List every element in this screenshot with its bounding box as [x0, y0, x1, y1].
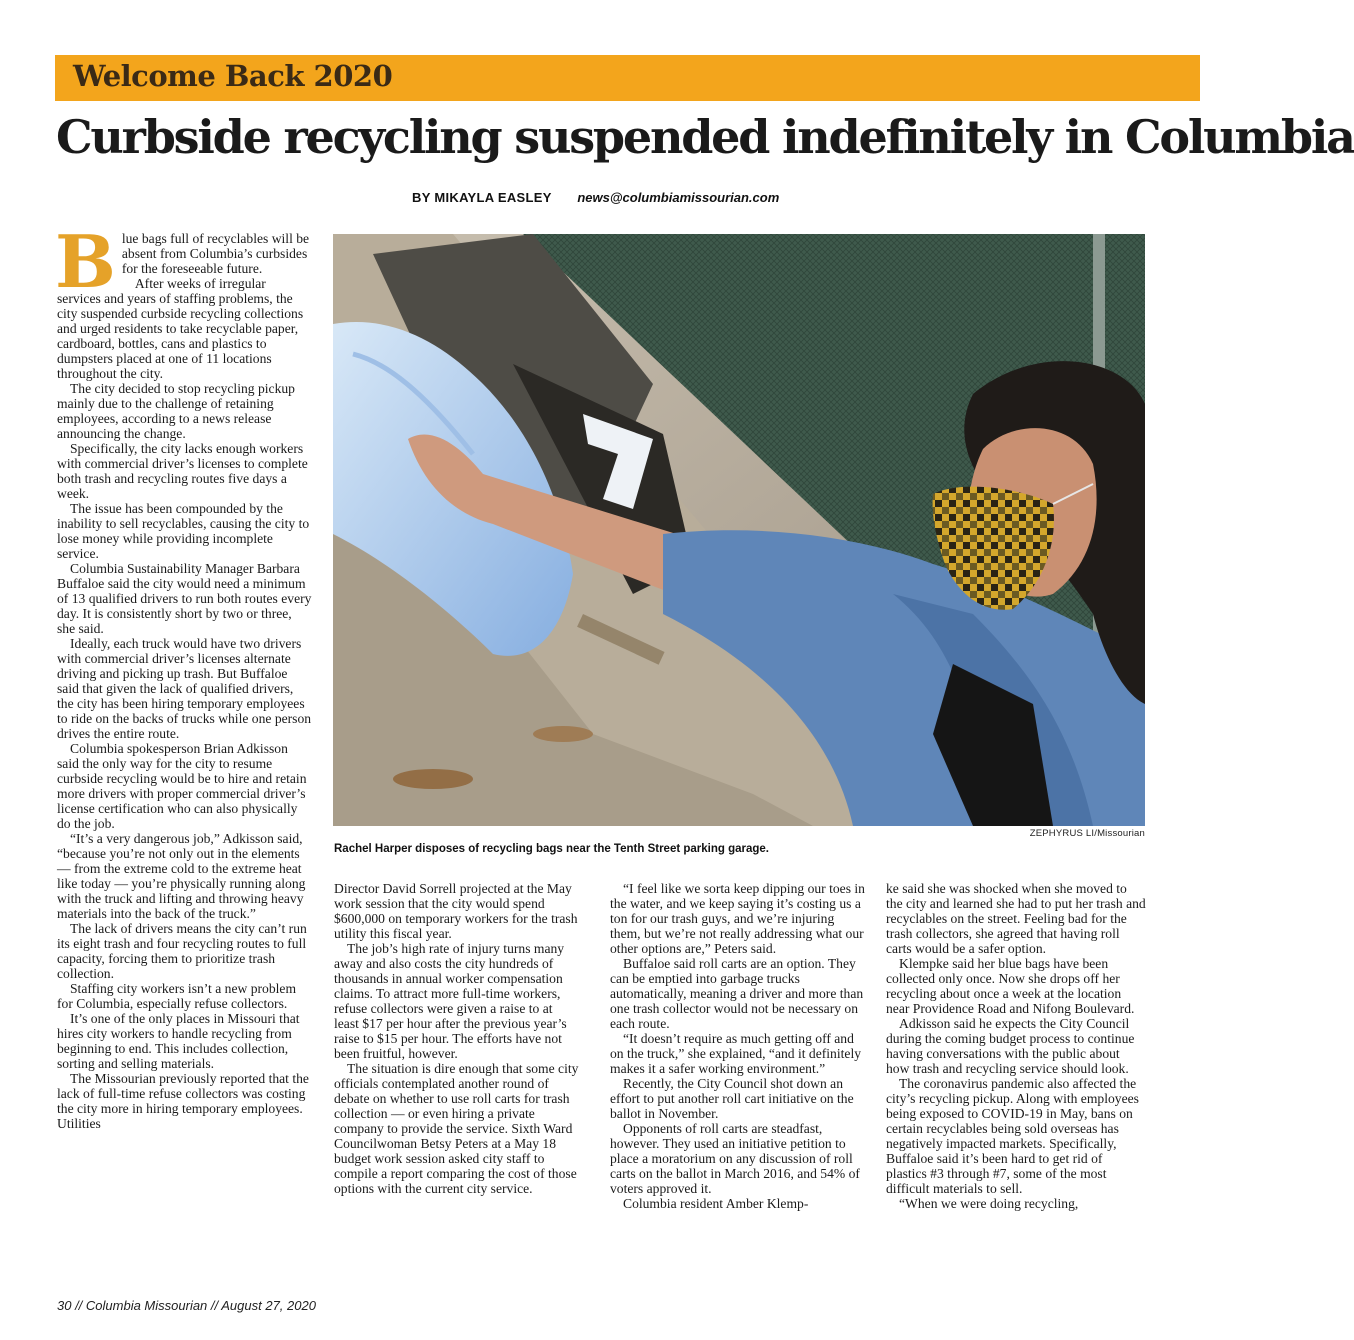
- paragraph: The issue has been compounded by the inability to sell recyclables, causing the city to lose money while providing incomplete service.: [57, 501, 310, 561]
- paragraph: Ideally, each truck would have two drivers with commercial driver’s licenses alternate driving and picking up trash. But Buffaloe said that given the lack of qualified drivers, the city has been hiring temporary employees to ride on the backs of trucks while one person drives the entire route.: [57, 636, 312, 741]
- paragraph: “It doesn’t require as much getting off and on the truck,” she explained, “and it definitely makes it a safer working environment.”: [610, 1031, 862, 1076]
- article-column-3: [610, 881, 866, 1211]
- paragraph: Recently, the City Council shot down an effort to put another roll cart initiative on the ballot in November.: [610, 1076, 854, 1121]
- paragraph: Adkisson said he expects the City Council during the coming budget process to continue having conversations with the public about how trash and recycling service should look.: [886, 1016, 1135, 1076]
- paragraph: The lack of drivers means the city can’t run its eight trash and four recycling routes to full capacity, forcing them to prioritize trash collection.: [57, 921, 307, 981]
- lead-paragraph: [55, 219, 312, 304]
- paragraph-continued: Director David Sorrell projected at the May work session that the city would spend $600,000 on temporary workers for the trash utility this fiscal year.: [334, 881, 578, 941]
- paragraph: “When we were doing recycling,: [899, 1196, 1079, 1211]
- photo-credit: ZEPHYRUS LI/Missourian: [1029, 828, 1145, 839]
- byline: [412, 190, 779, 205]
- paragraph: It’s one of the only places in Missouri that hires city workers to handle recycling from beginning to end. This includes collection, sorting and selling materials.: [57, 1011, 300, 1071]
- drop-cap: B: [55, 219, 116, 304]
- paragraph: The coronavirus pandemic also affected the city’s recycling pickup. Along with employees being exposed to COVID-19 in May, bans on certain recyclables being sold overseas has negatively impacted markets. Specifically, Buffaloe said it’s been hard to get rid of plastics #3 through #7, some of the most difficult materials to sell.: [886, 1076, 1139, 1196]
- paragraph: “I feel like we sorta keep dipping our toes in the water, and we keep saying it’s costing us a ton for our trash guys, and we’re injuring them, but we’re not really addressing what our other options are,” Peters said.: [610, 881, 865, 956]
- page-footer: 30 // Columbia Missourian // August 27, 2020: [57, 1298, 316, 1313]
- paragraph: The situation is dire enough that some city officials contemplated another round of debate on whether to use roll carts for trash collection — or even hiring a private company to provide the service. Sixth Ward Councilwoman Betsy Peters at a May 18 budget work session asked city staff to compile a report comparing the cost of those options with the current city service.: [334, 1061, 579, 1196]
- article-column-4: [886, 881, 1146, 1211]
- paragraph: The job’s high rate of injury turns many away and also costs the city hundreds of thousands in annual worker compensation claims. To attract more full-time workers, refuse collectors were given a raise to at least $17 per hour after the previous year’s raise to $15 per hour. The efforts have not been fruitful, however.: [334, 941, 567, 1061]
- paragraph: Columbia resident Amber Klemp-: [623, 1196, 809, 1211]
- byline-email: news@columbiamissourian.com: [577, 190, 780, 205]
- section-banner: [55, 55, 1200, 101]
- paragraph: Columbia Sustainability Manager Barbara Buffaloe said the city would need a minimum of 13 qualified drivers to run both routes every day. It is consistently short by two or three, she said.: [57, 561, 312, 636]
- paragraph: “It’s a very dangerous job,” Adkisson said, “because you’re not only out in the elements — from the extreme cold to the extreme heat like today — you’re physically running along with the truck and lifting and throwing heavy materials into the back of the truck.”: [57, 831, 306, 921]
- paragraph: Buffaloe said roll carts are an option. They can be emptied into garbage trucks automatically, meaning a driver and more than one trash collector would not be necessary on each route.: [610, 956, 864, 1031]
- byline-author: BY MIKAYLA EASLEY: [412, 190, 552, 205]
- paragraph: Specifically, the city lacks enough workers with commercial driver’s licenses to complete both trash and recycling routes five days a week.: [57, 441, 308, 501]
- paragraph: After weeks of irregular services and years of staffing problems, the city suspended curbside recycling collections and urged residents to take recyclable paper, cardboard, bottles, cans and plastics to dumpsters placed at one of 11 locations throughout the city.: [57, 276, 304, 381]
- paragraph-continued: ke said she was shocked when she moved to the city and learned she had to put her trash and recyclables on the street. Feeling bad for the trash collectors, she agreed that having roll carts would be a safer option.: [886, 881, 1146, 956]
- lead-text: lue bags full of recyclables will be absent from Columbia’s curbsides for the foreseeable future.: [121, 231, 310, 276]
- paragraph: The Missourian previously reported that the lack of full-time refuse collectors was costing the city more in hiring temporary employees. Utilities: [57, 1071, 309, 1131]
- photo-illustration: [333, 234, 1145, 826]
- section-title: Welcome Back 2020: [73, 59, 393, 93]
- paragraph: Klempke said her blue bags have been collected only once. Now she drops off her recycling about once a week at the location near Providence Road and Nifong Boulevard.: [886, 956, 1135, 1016]
- photo-caption: Rachel Harper disposes of recycling bags near the Tenth Street parking garage.: [334, 843, 770, 855]
- headline: Curbside recycling suspended indefinitely in Columbia: [56, 110, 1354, 164]
- paragraph: Staffing city workers isn’t a new problem for Columbia, especially refuse collectors.: [57, 981, 297, 1011]
- article-column-1: [55, 219, 312, 1131]
- article-photo: [333, 234, 1145, 826]
- paragraph: The city decided to stop recycling pickup mainly due to the challenge of retaining employees, according to a news release announcing the change.: [57, 381, 295, 441]
- article-column-2: [334, 881, 580, 1196]
- paragraph: Opponents of roll carts are steadfast, however. They used an initiative petition to place a moratorium on any discussion of roll carts on the ballot in March 2016, and 54% of voters approved it.: [610, 1121, 860, 1196]
- paragraph: Columbia spokesperson Brian Adkisson said the only way for the city to resume curbside recycling would be to hire and retain more drivers with proper commercial driver’s license certification who can also physically do the job.: [57, 741, 307, 831]
